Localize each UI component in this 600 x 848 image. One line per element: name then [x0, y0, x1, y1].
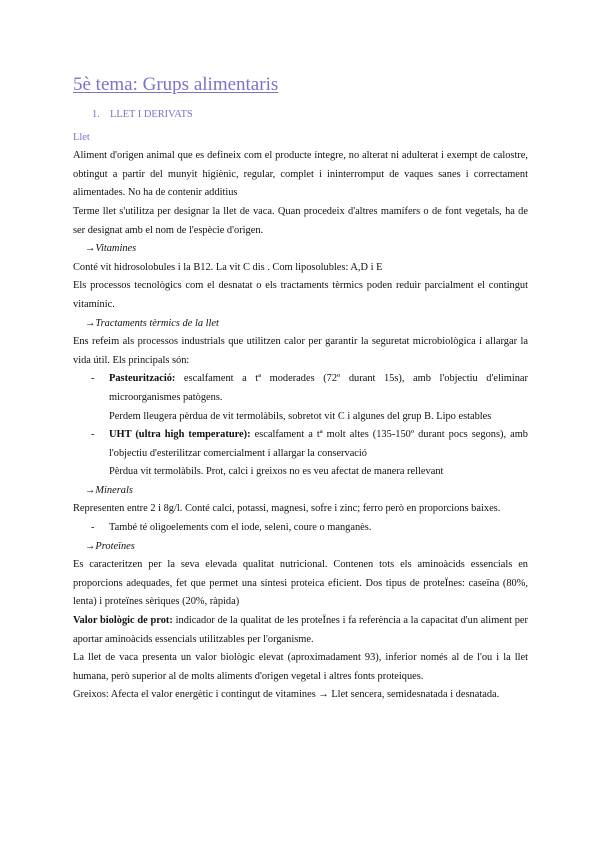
arrow-icon: →: [85, 540, 96, 552]
paragraph: Terme llet s'utilitza per designar la llet de vaca. Quan procedeix d'altres mamífers o de font vegetals, ha de ser designat amb el nom de l'espècie d'origen.: [73, 205, 528, 236]
page-title: 5è tema: Grups alimentaris: [73, 74, 279, 95]
proteines-heading: →Proteïnes: [85, 540, 135, 552]
paragraph: Els processos tecnològics com el desnatat o els tractaments tèrmics poden reduir parcialment el contingut vitamínic.: [73, 280, 528, 310]
dash-bullet: -: [91, 373, 95, 385]
paragraph: La llet de vaca presenta un valor biològic elevat (aproximadament 93), inferior només al de l'ou i la llet humana, però superior al de molts aliments d'origen vegetal i altres fonts proteiques.: [73, 652, 528, 682]
arrow-icon: →: [85, 484, 96, 496]
list-item: - UHT (ultra high temperature): escalfament a tª molt altes (135-150º durant pocs segons), amb l'objectiu d'esterilitzar comercialment i allargar la conservació: [73, 426, 528, 463]
list-note: Pèrdua vit termolàbils. Prot, calci i greixos no es veu afectat de manera rellevant: [109, 466, 444, 478]
dash-bullet: -: [91, 429, 95, 441]
paragraph: Representen entre 2 i 8g/l. Conté calci, potassi, magnesi, sofre i zinc; ferro però en proporcions baixes.: [73, 503, 501, 515]
minerals-heading: →Minerals: [85, 484, 133, 496]
list-item: - Pasteurització: escalfament a tª moderades (72º durant 15s), amb l'objectiu d'eliminar microorganismes patògens.: [73, 370, 528, 407]
paragraph: Ens refeim als processos industrials que utilitzen calor per garantir la seguretat microbiològica i allargar la vida útil. Els principals són:: [73, 336, 528, 366]
subheading: Llet: [73, 131, 90, 143]
dash-bullet: -: [91, 522, 95, 534]
list-note: Perdem lleugera pèrdua de vit termolàbils, sobretot vit C i algunes del grup B. Lipo estables: [109, 410, 492, 422]
arrow-icon: →: [85, 243, 96, 255]
section-heading: [92, 106, 528, 125]
minerals-list: [73, 519, 528, 538]
term: UHT (ultra high temperature):: [109, 429, 251, 441]
tractaments-heading: →Tractaments tèrmics de la llet: [85, 317, 219, 329]
arrow-icon: →: [85, 317, 96, 329]
section-label: LLET I DERIVATS: [110, 109, 193, 120]
paragraph: Greixos: Afecta el valor energètic i contingut de vitamines → Llet sencera, semidesnatada i desnatada.: [73, 689, 500, 701]
paragraph: Conté vit hidrosolobules i la B12. La vit C dis . Com liposolubles: A,D i E: [73, 261, 383, 273]
section-number: 1.: [92, 109, 100, 120]
tractaments-list: [73, 370, 528, 482]
paragraph: Es caracteritzen per la seva elevada qualitat nutricional. Contenen tots els aminoàcids essencials en proporcions adequades, fet que permet una síntesi proteica eficient. Dos tipus de proteÏnes: caseïna (80%, lenta) i proteïnes sèriques (20%, ràpida): [73, 559, 528, 608]
paragraph: Aliment d'origen animal que es defineix com el producte íntegre, no alterat ni adulterat i exempt de calostre, obtingut a partir del munyit higiènic, regular, complet i ininterromput de vaques sanes i correctament alimentades. No ha de contenir additius: [73, 150, 528, 199]
paragraph: Valor biològic de prot: indicador de la qualitat de les proteÏnes i fa referència a la capacitat d'un aliment per aportar aminoàcids essencials utilitzables per l'organisme.: [73, 615, 528, 645]
list-item: - També té oligoelements com el iode, seleni, coure o manganès.: [73, 519, 528, 538]
term: Valor biològic de prot:: [73, 615, 173, 627]
term: Pasteurització:: [109, 373, 176, 385]
vitamines-heading: →Vitamines: [85, 243, 137, 255]
